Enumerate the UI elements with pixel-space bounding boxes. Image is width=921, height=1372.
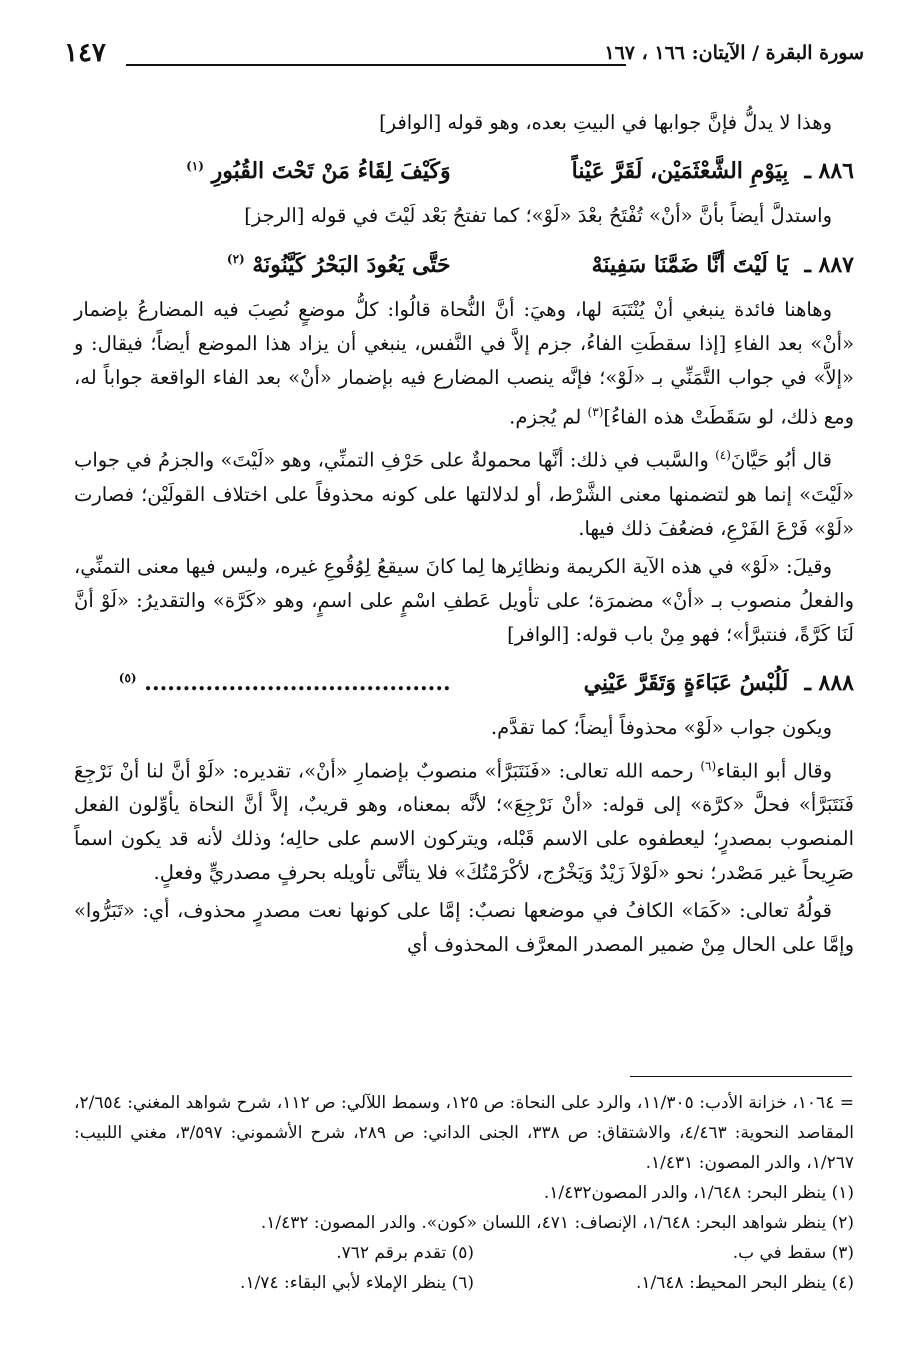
verse-ellipsis: ........................................ bbox=[144, 669, 451, 696]
verse-886 bbox=[74, 144, 854, 193]
paragraph-abu-albaqa bbox=[74, 749, 854, 891]
paragraph-abu-hayyan bbox=[74, 438, 854, 546]
footnote-ref: (٤) bbox=[715, 448, 731, 463]
verse-second-hemistich: حَتَّى يَعُودَ البَحْرُ كَيَّنُونَهْ bbox=[252, 251, 451, 278]
footnotes bbox=[74, 1088, 854, 1298]
verse-number: ٨٨٨ ـ bbox=[804, 669, 854, 696]
main-text bbox=[74, 106, 854, 966]
verse-first-hemistich: بِيَوْمِ الشَّعْثَمَيْن، لَقَرَّ عَيْناً bbox=[571, 158, 789, 185]
running-title: سورة البقرة / الآيتان: ١٦٦ ، ١٦٧ bbox=[604, 42, 864, 64]
header-rule bbox=[126, 64, 626, 66]
verse-887 bbox=[74, 237, 854, 286]
footnote-ref: (٦) bbox=[700, 758, 717, 773]
footnote-ref: (٥) bbox=[118, 670, 137, 685]
footnote-2: (٢) ينظر شواهد البحر: ١/٦٤٨، الإنصاف: ٤٧١، اللسان «كون». والدر المصون: ١/٤٣٢. bbox=[260, 1213, 854, 1233]
verse-first-hemistich: يَا لَيْتَ أنَّا ضَمَّنَا سَفِينَهْ bbox=[591, 251, 789, 278]
paragraph-kama: قولُهُ تعالى: «كَمَا» الكافُ في موضعها نصبٌ: إمَّا على كونها نعت مصدرٍ محذوف، أي: «تَبَرُّوا» وإمَّا على الحال مِنْ ضمير المصدر المعرَّف المحذوف أي bbox=[74, 899, 854, 957]
footnote-continuation: = ١٠٦٤، خزانة الأدب: ١١/٣٠٥، والرد على النحاة: ص ١٢٥، وسمط اللآلي: ص ١١٢، شرح شواهد المغني: ٢/٦٥٤، المقاصد النحوية: ٤/٤٦٣، والاشتقاق: ص ٣٣٨، الجنى الداني: ص ٢٨٩، شرح الأشموني: ٣/٥٩٧، مغني اللبيب: ١/٢٦٧، والدر المصون: ١/٤٣١. bbox=[74, 1093, 855, 1173]
paragraph-text: قال أبُو حَيَّانَ bbox=[730, 448, 832, 472]
verse-second-hemistich: وَكَيْفَ لِقَاءُ مَنْ تَحْتَ القُبُورِ bbox=[211, 158, 451, 185]
paragraph-text: رحمه الله تعالى: «فَنَتَبَرَّأ» منصوبٌ بإضمارِ «أنْ»، تقديره: «لَوْ أنَّ لنا أنْ نَرْجِعَ فَنَتَبَرَّأ» فحلَّ «كرَّة» إلى قوله: «أنْ نَرْجِعَ»؛ لأنَّه بمعناه، وهو قريبٌ، إلاَّ أنَّ النحاة يأوِّلون الفعل المنصوب بمصدرٍ؛ ليعطفوه على الاسم قَبْله، ويتركون الاسم على حالِه؛ وذلك لأنه قد يكون اسماً صَرِيحاً غير مَصْدر؛ نحو «لَوْلاَ زَيْدٌ وَيَخْرُج، لأكْرَمْتُكَ» فلا يتأتَّى تأويله بحرفٍ مصدريٍّ وفعلٍ. bbox=[74, 759, 854, 885]
page-header bbox=[64, 36, 864, 76]
footnote-ref: (٣) bbox=[587, 404, 604, 419]
footnote-5: (٥) تقدم برقم ٧٦٢. bbox=[336, 1243, 474, 1263]
footnote-3: (٣) سقط في ب. bbox=[732, 1243, 854, 1263]
verse-number: ٨٨٧ ـ bbox=[804, 251, 854, 278]
footnote-separator bbox=[630, 1076, 852, 1077]
footnote-4: (٤) ينظر البحر المحيط: ١/٦٤٨. bbox=[636, 1273, 854, 1293]
page-number: ١٤٧ bbox=[64, 38, 106, 68]
verse-number: ٨٨٦ ـ bbox=[804, 158, 854, 185]
paragraph-istidlal: واستدلَّ أيضاً بأنَّ «أنْ» تُفْتَحُ بعْدَ «لَوْ»؛ كما تفتحُ بَعْد لَيْتَ في قوله [الرجز] bbox=[244, 204, 832, 228]
footnote-row bbox=[74, 1268, 854, 1298]
verse-888 bbox=[74, 656, 854, 705]
footnote-1: (١) ينظر البحر: ١/٦٤٨، والدر المصون١/٤٣٢. bbox=[543, 1183, 854, 1203]
paragraph-text: والسَّبب في ذلك: أنَّها محمولةٌ على حَرْفِ التمنِّي، وهو «لَيْتَ» والجزمُ في جواب «لَيْتَ» إنما هو لتضمنها معنى الشَّرْط، أو لدلالتها على كونه محذوفاً على اختلاف القولَيْن؛ فصارت «لَوْ» فَرْعَ الفَرْعِ، فضعُفَ ذلك فيها. bbox=[74, 448, 854, 540]
paragraph-qila: وقيلَ: «لَوْ» في هذه الآية الكريمة ونظائِرها لِما كانَ سيقعُ لِوُقُوعِ غيره، وليس فيها معنى التمنِّي، والفعلُ منصوب بـ «أنْ» مضمرَة؛ على تأويل عَطفِ اسْمٍ على اسمٍ، وهو «كَرَّة» والتقديرُ: «لَوْ أنَّ لَنَا كَرَّةً، فنتبرَّأ»؛ فهو مِنْ باب قوله: [الوافر] bbox=[74, 554, 854, 646]
paragraph-text: وقال أبو البقاء bbox=[716, 759, 833, 783]
verse-first-hemistich: لَلُبْسُ عَبَاءَةٍ وَتَقَرَّ عَيْنِي bbox=[583, 669, 789, 696]
paragraph-intro: وهذا لا يدلُّ فإنَّ جوابها في البيتِ بعده، وهو قوله [الوافر] bbox=[379, 111, 832, 134]
paragraph-text: وهاهنا فائدة ينبغي أنْ يُنْتَبَهَ لها، وهيَ: أنَّ النُّحاة قالُوا: كلُّ موضعٍ نُصِبَ فيه المضارعُ بإضمار «أنْ» بعد الفاءِ [إذا سقطَتِ الفاءُ، جزم إلاَّ في النَّفس، ينبغي أن يزاد هذا الموضع أيضاً؛ فيقال: و «إلاَّ» في جواب التَّمَنِّي بـ «لَوْ»؛ فإنَّه ينصب المضارع فيه بإضمار «أنْ» بعد الفاء الواقعة جواباً له، ومع ذلك، لو سَقَطَتْ هذه الفاءُ] bbox=[74, 297, 854, 429]
paragraph-faida bbox=[74, 293, 854, 435]
footnote-6: (٦) ينظر الإملاء لأبي البقاء: ١/٧٤. bbox=[240, 1273, 474, 1293]
footnote-ref: (١) bbox=[186, 159, 204, 173]
paragraph-jawab: ويكون جواب «لَوْ» محذوفاً أيضاً؛ كما تقدَّم. bbox=[490, 715, 832, 739]
paragraph-text: لم يُجزم. bbox=[509, 405, 588, 429]
footnote-ref: (٢) bbox=[226, 252, 245, 267]
footnote-row bbox=[74, 1238, 854, 1268]
